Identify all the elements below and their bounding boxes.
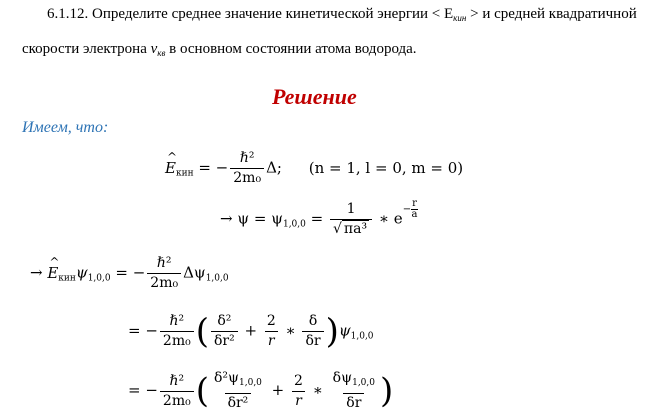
- d2psi-sub: 1,0,0: [239, 378, 262, 388]
- equation-hamiltonian: [165, 150, 463, 187]
- eq-sign: = −: [193, 158, 229, 177]
- quantum-numbers: (n = 1, l = 0, m = 0): [308, 158, 464, 177]
- fraction-d2psi: [211, 370, 265, 412]
- numerator-two: 2: [266, 313, 276, 329]
- psi-sub-2: 1,0,0: [87, 273, 111, 284]
- sqrt-sign: √: [332, 221, 342, 237]
- right-paren-2: ): [380, 371, 394, 411]
- fraction-dpsi-dr: [330, 370, 378, 412]
- fraction-hbar-3: [160, 313, 194, 350]
- exp-num: r: [412, 198, 417, 209]
- equation-expanded: [128, 370, 393, 412]
- denominator-dr-2: δr: [343, 393, 364, 412]
- denominator: 2m₀: [230, 168, 264, 187]
- numerator-d2: δ²: [217, 313, 232, 329]
- laplacian: Δ;: [266, 158, 282, 177]
- problem-line-1: [47, 3, 637, 29]
- denominator-dr: δr: [302, 331, 323, 350]
- numerator-d2psi: [211, 370, 265, 393]
- numerator-two-2: 2: [294, 372, 303, 389]
- operator-sub: кин: [175, 168, 194, 179]
- left-paren-2: (: [195, 371, 209, 411]
- eq-sign-2: =: [305, 209, 328, 228]
- denominator-dr2-2: δr²: [225, 393, 252, 412]
- numerator-3: ℏ²: [169, 313, 185, 329]
- plus: +: [239, 321, 262, 340]
- denominator-dr2: δr²: [211, 331, 238, 350]
- problem-line-2: [22, 38, 417, 64]
- psi-sub-4: 1,0,0: [350, 331, 374, 342]
- velocity-symbol: v: [150, 41, 158, 57]
- kinetic-subscript: кин: [453, 13, 467, 23]
- right-paren: ): [325, 311, 339, 352]
- psi-2: ψ: [75, 263, 88, 282]
- operator-E: ^ E: [165, 159, 176, 177]
- d2psi-text: δ²ψ: [213, 370, 239, 386]
- numerator-dpsi: [330, 370, 378, 393]
- eq-sign-3: = −: [110, 263, 146, 282]
- exp-den: a: [411, 209, 418, 220]
- left-paren: (: [195, 311, 209, 352]
- exponent: [403, 199, 418, 220]
- problem-text: 6.1.12. Определите среднее значение кинетической энергии < E: [47, 6, 454, 22]
- laplacian-psi: Δψ: [183, 263, 206, 282]
- psi-sub-3: 1,0,0: [205, 273, 229, 284]
- intro-text: Имеем, что:: [22, 119, 109, 136]
- psi-sub: 1,0,0: [282, 219, 306, 230]
- fraction-hbar-2: [147, 255, 181, 292]
- numerator: ℏ²: [239, 150, 255, 166]
- fraction-2-r-2: [291, 373, 306, 410]
- denominator-2: 2m₀: [147, 273, 181, 292]
- denominator-r-2: r: [292, 391, 305, 410]
- eq-sign-5: = −: [128, 381, 158, 399]
- equation-wavefunction: [220, 199, 418, 238]
- dpsi-sub: 1,0,0: [352, 378, 375, 388]
- fraction-d2: [211, 313, 238, 350]
- arrow: →: [30, 263, 48, 282]
- times: ∗: [280, 321, 301, 340]
- operator-E-2: ^ E: [47, 264, 58, 282]
- fraction-2-r: [264, 313, 279, 350]
- dpsi-text: δψ: [332, 370, 353, 386]
- problem-text-2: скорости электрона: [22, 41, 151, 57]
- eq-sign-4: = −: [128, 321, 158, 340]
- psi-lhs: → ψ = ψ: [220, 209, 283, 228]
- velocity-subscript: кв: [157, 48, 166, 58]
- fraction-d-dr: [302, 313, 323, 350]
- exp-base: ∗ e: [374, 209, 403, 228]
- pi-a-cubed: πa³: [343, 221, 368, 237]
- fraction-norm: [330, 201, 372, 238]
- numerator-d: δ: [308, 313, 318, 329]
- psi-4: ψ: [338, 321, 351, 340]
- operator-sub-2: кин: [58, 273, 76, 284]
- problem-text-2-cont: в основном состоянии атома водорода.: [165, 41, 417, 57]
- numerator-4: ℏ²: [169, 372, 185, 389]
- fraction-hbar-4: [160, 373, 194, 410]
- solution-heading: Решение: [272, 84, 357, 109]
- numerator-one: 1: [346, 201, 356, 217]
- plus-2: +: [266, 381, 290, 399]
- denominator-r: r: [265, 331, 278, 350]
- numerator-2: ℏ²: [156, 255, 172, 271]
- problem-text-cont: > и средней квадратичной: [466, 6, 637, 22]
- denominator-4: 2m₀: [160, 391, 194, 410]
- denominator-3: 2m₀: [160, 331, 194, 350]
- equation-radial-laplacian: [128, 313, 374, 350]
- exp-minus: −: [402, 203, 412, 215]
- times-2: ∗: [307, 381, 328, 399]
- sqrt-expr: [330, 219, 372, 238]
- equation-operator-applied: [30, 255, 229, 292]
- fraction-hbar: [230, 150, 264, 187]
